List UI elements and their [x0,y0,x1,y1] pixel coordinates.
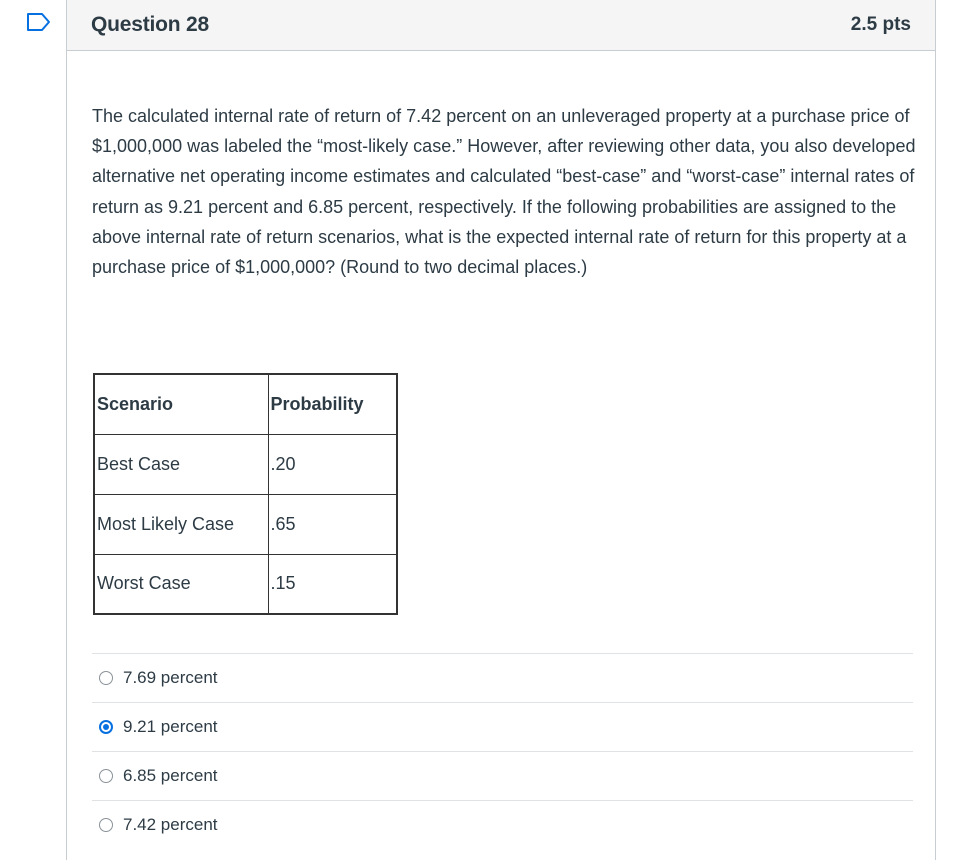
question-card [66,0,936,860]
table-cell-probability: .20 [268,434,397,494]
table-cell-probability: .65 [268,494,397,554]
table-cell-scenario: Worst Case [94,554,268,614]
table-header-row [94,374,397,434]
answer-list [92,653,913,849]
question-points: 2.5 pts [850,14,911,35]
question-title: Question 28 [91,13,209,36]
answer-label[interactable]: 7.42 percent [123,815,218,834]
table-cell-probability: .15 [268,554,397,614]
answer-option[interactable] [92,800,913,849]
answer-label[interactable]: 9.21 percent [123,717,218,736]
radio-button-selected[interactable] [99,720,113,734]
table-header-scenario: Scenario [94,374,268,434]
flag-question-icon[interactable] [26,11,52,33]
radio-button[interactable] [99,769,113,783]
answer-label[interactable]: 6.85 percent [123,766,218,785]
answer-option[interactable] [92,653,913,702]
table-header-probability: Probability [268,374,397,434]
answer-option[interactable] [92,702,913,751]
answer-label[interactable]: 7.69 percent [123,668,218,687]
question-text: The calculated internal rate of return of 7.42 percent on an unleveraged property at a purchase price of $1,000,000 was labeled the “most-likely case.” However, after reviewing other data, you also developed alternative net operating income estimates and calculated “best-case” and “worst-case” internal rates of return as 9.21 percent and 6.85 percent, respectively. If the following probabilities are assigned to the above internal rate of return scenarios, what is the expected internal rate of return for this property at a purchase price of $1,000,000? (Round to two decimal places.) [92,106,916,278]
table-row [94,554,397,614]
question-header [67,0,935,51]
answer-option[interactable] [92,751,913,800]
probability-table [93,373,398,615]
table-row [94,434,397,494]
table-cell-scenario: Most Likely Case [94,494,268,554]
radio-button[interactable] [99,818,113,832]
table-row [94,494,397,554]
radio-button[interactable] [99,671,113,685]
table-cell-scenario: Best Case [94,434,268,494]
